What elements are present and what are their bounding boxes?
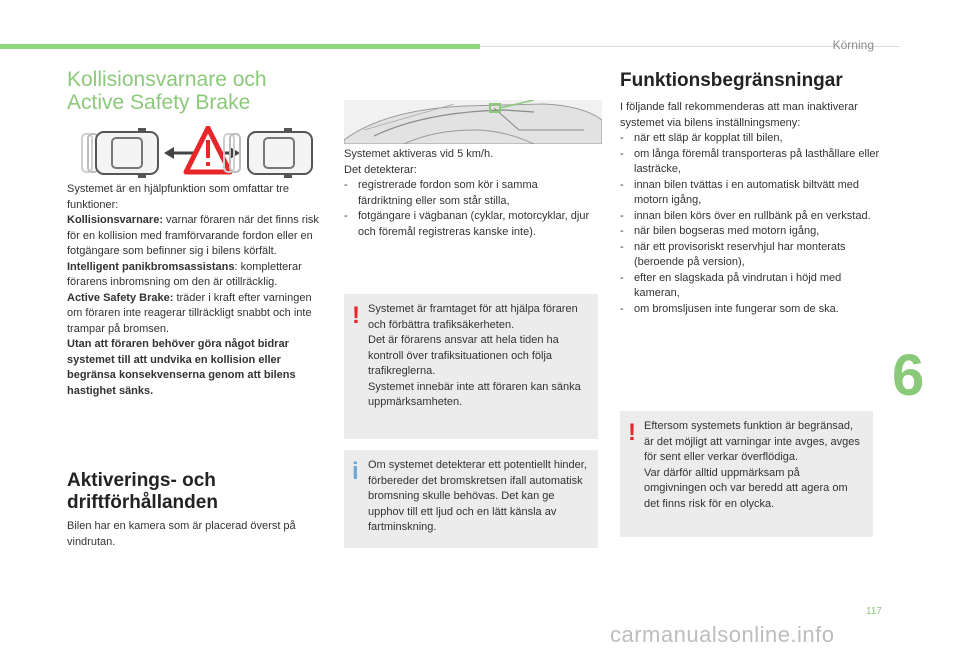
rear-car-icon bbox=[82, 128, 158, 178]
chapter-number: 6 bbox=[892, 343, 925, 408]
detect-item: - registrerade fordon som kör i samma färdriktning eller som står stilla, bbox=[344, 178, 594, 209]
warning-line: Eftersom systemets funktion är begränsad, är det möjligt att varningar inte avges, avges för sent eller verkar överflödiga. bbox=[644, 420, 860, 463]
warning-box-limitations bbox=[620, 411, 873, 537]
warning-line: Var därför alltid uppmärksam på omgivningen och var beredd att agera om det finns risk för en olycka. bbox=[644, 466, 848, 510]
warning-box-responsibility bbox=[344, 294, 598, 439]
page-number: 117 bbox=[866, 606, 882, 617]
function-item-active-safety-brake bbox=[67, 291, 325, 338]
section-label: Körning bbox=[832, 38, 874, 52]
limitation-item-text: när ett släp är kopplat till bilen, bbox=[634, 132, 783, 144]
limitations-heading: Funktionsbegränsningar bbox=[620, 70, 843, 91]
warning-line: Systemet är framtaget för att hjälpa föraren och förbättra trafiksäkerheten. bbox=[368, 303, 578, 331]
top-accent-bar bbox=[0, 44, 480, 49]
activation-text-block bbox=[344, 147, 594, 240]
watermark: carmanualsonline.info bbox=[610, 622, 835, 647]
limitation-item-text: efter en slagskada på vindrutan i höjd med kameran, bbox=[634, 271, 842, 299]
warning-exclamation-icon: ! bbox=[352, 302, 360, 329]
limitation-item: - när ett provisoriskt reservhjul har monterats (beroende på version), bbox=[620, 240, 882, 271]
function-item-label: Active Safety Brake: bbox=[67, 291, 174, 304]
limitation-item: - när ett släp är kopplat till bilen, bbox=[620, 131, 882, 147]
limitation-item-text: när ett provisoriskt reservhjul har monterats (beroende på version), bbox=[634, 240, 846, 268]
limitations-text-block bbox=[620, 100, 882, 317]
detect-item-text: fotgängare i vägbanan (cyklar, motorcyklar, djur och föremål registreras kanske inte). bbox=[358, 210, 590, 238]
function-item-brake-assist bbox=[67, 260, 325, 291]
collision-illustration bbox=[78, 126, 318, 180]
limitation-item: - innan bilen körs över en rullbänk på en verkstad. bbox=[620, 209, 882, 225]
function-item-text: varnar föraren när det finns risk för en kollision med framförvarande fordon eller en fotgängare som befinner sig i bilens körfält. bbox=[67, 214, 319, 257]
function-item-text: träder i kraft efter varningen om föraren inte reagerar tillräckligt snabbt och inte trampar på bromsen. bbox=[67, 291, 312, 335]
limitation-item-text: när bilen bogseras med motorn igång, bbox=[634, 225, 820, 237]
car-windscreen-illustration bbox=[344, 100, 602, 144]
camera-paragraph: Bilen har en kamera som är placerad överst på vindrutan. bbox=[67, 520, 296, 548]
limitation-item: - om bromsljusen inte fungerar som de ska. bbox=[620, 302, 882, 318]
info-box-text: Om systemet detekterar ett potentiellt hinder, förbereder det bromskretsen ifall automatisk bromsning skulle behövas. Det kan ge upphov till ett ljud och en lätt känsla av fartminskning. bbox=[368, 459, 587, 533]
detect-item: - fotgängare i vägbanan (cyklar, motorcyklar, djur och föremål registreras kanske inte). bbox=[344, 209, 594, 240]
warning-box-text bbox=[368, 302, 590, 411]
page-title: Kollisionsvarnare och Active Safety Brake bbox=[67, 68, 267, 114]
detects-label: Det detekterar: bbox=[344, 163, 417, 176]
limitation-item-text: om bromsljusen inte fungerar som de ska. bbox=[634, 302, 839, 315]
bold-summary-paragraph: Utan att föraren behöver göra något bidrar systemet till att undvika en kollision eller begränsa konsekvenserna genom att bilens hastighet sänks. bbox=[67, 338, 296, 397]
info-icon: i bbox=[352, 458, 359, 485]
warning-box-text bbox=[644, 419, 865, 512]
warning-line: Systemet innebär inte att föraren kan sänka uppmärksamheten. bbox=[368, 380, 581, 408]
limitation-item: - innan bilen tvättas i en automatisk biltvätt med motorn igång, bbox=[620, 178, 882, 209]
limitation-item: - när bilen bogseras med motorn igång, bbox=[620, 224, 882, 240]
limitation-item-text: innan bilen körs över en rullbänk på en verkstad. bbox=[634, 209, 871, 222]
info-box-braking bbox=[344, 450, 598, 548]
limitation-item: - efter en slagskada på vindrutan i höjd med kameran, bbox=[620, 271, 882, 302]
intro-paragraph: Systemet är en hjälpfunktion som omfattar tre funktioner: bbox=[67, 183, 289, 211]
warning-line: Det är förarens ansvar att hela tiden ha kontroll över trafiksituationen och följa trafikreglerna. bbox=[368, 334, 559, 377]
limitations-intro: I följande fall rekommenderas att man inaktiverar systemet via bilens inställningsmeny: bbox=[620, 101, 858, 129]
limitation-item: - om långa föremål transporteras på lasthållare eller lasträcke, bbox=[620, 147, 882, 178]
activation-speed: Systemet aktiveras vid 5 km/h. bbox=[344, 148, 494, 160]
limitation-item-text: om långa föremål transporteras på lasthållare eller lasträcke, bbox=[634, 147, 880, 175]
function-item-collision-warning bbox=[67, 213, 325, 260]
function-item-label: Kollisionsvarnare: bbox=[67, 214, 163, 226]
intro-text-block bbox=[67, 182, 325, 399]
function-item-label: Intelligent panikbromsassistans bbox=[67, 260, 235, 273]
limitation-item-text: innan bilen tvättas i en automatisk biltvätt med motorn igång, bbox=[634, 178, 860, 206]
detect-item-text: registrerade fordon som kör i samma färdriktning eller som står stilla, bbox=[358, 179, 538, 207]
warning-exclamation-icon: ! bbox=[628, 419, 636, 446]
section-subtitle: Aktiverings- och driftförhållanden bbox=[67, 470, 218, 513]
function-item-text: : kompletterar förarens inbromsning om den är otillräcklig. bbox=[67, 260, 302, 288]
